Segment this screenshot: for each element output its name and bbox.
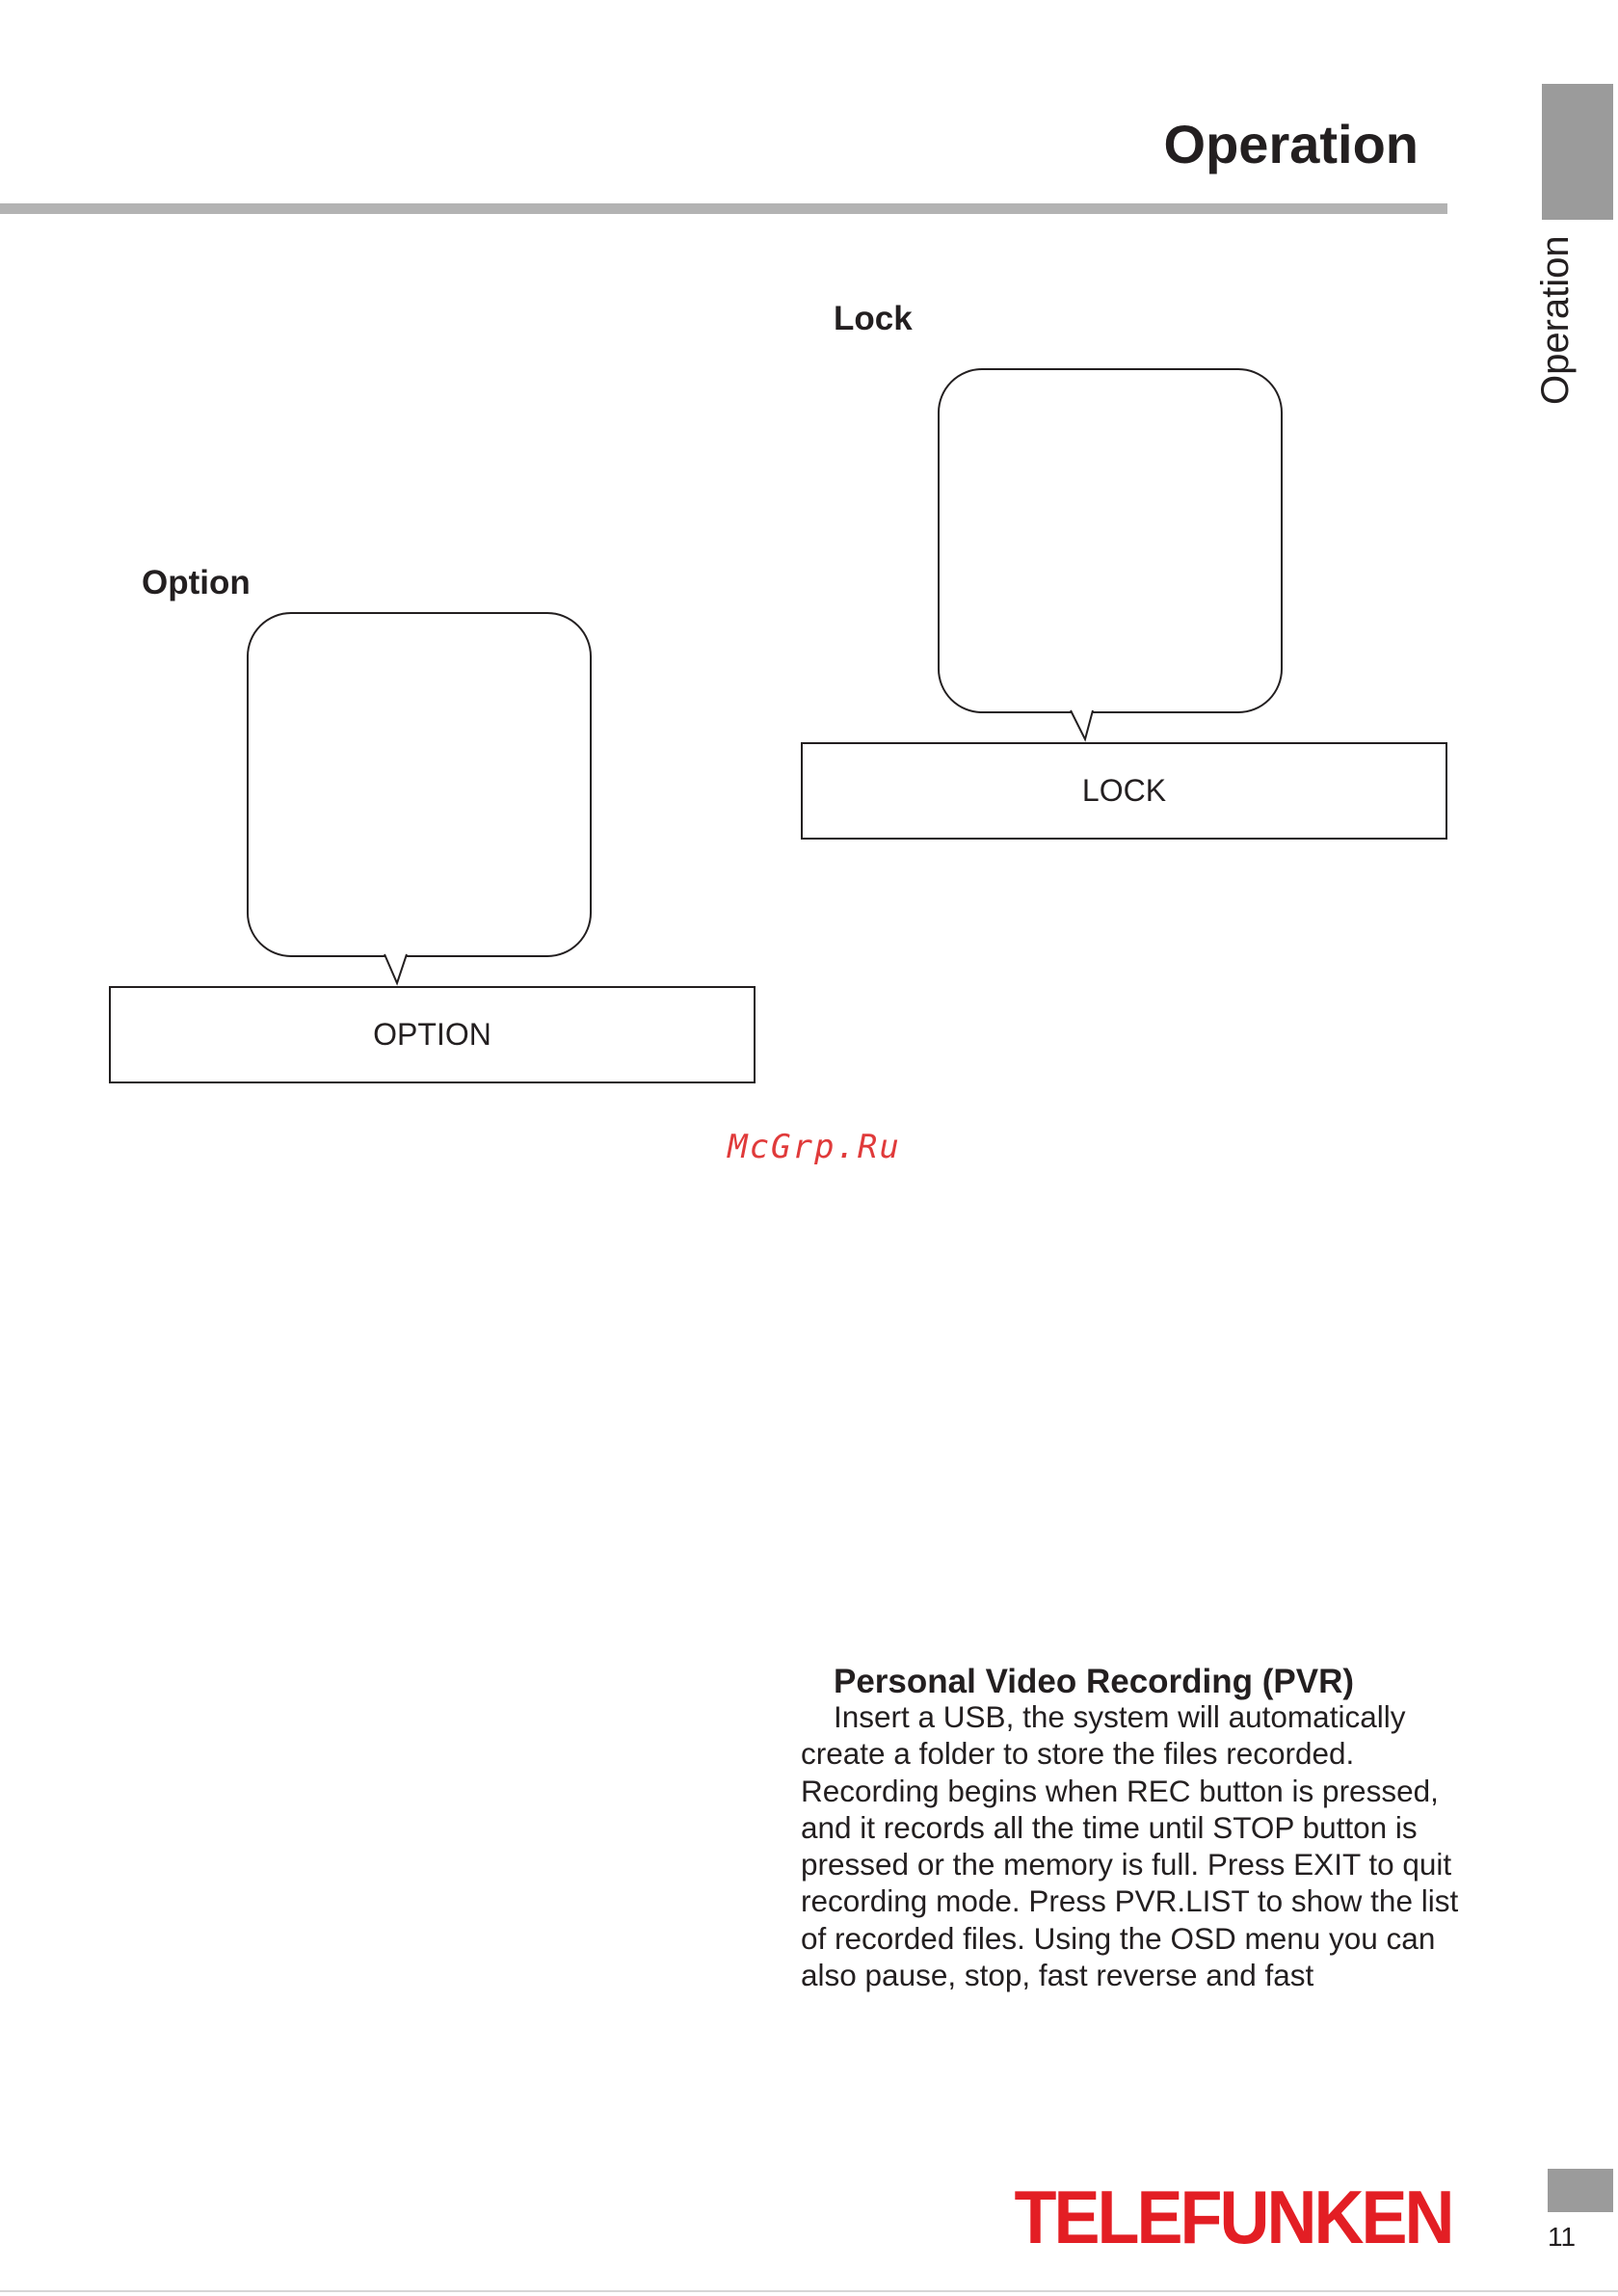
page-number: 11: [1548, 2222, 1577, 2252]
option-screen-bubble: [247, 612, 592, 957]
lock-screen-bubble: [938, 368, 1283, 713]
pvr-body-text: Insert a USB, the system will automatically create a folder to store the files recorded. Recording begins when REC button is pressed, and it records all the time until STOP button is pressed or the memory is full. Press EXIT to quit recording mode. Press PVR.LIST to show the list of recorded files. Using the OSD menu you can also pause, stop, fast reverse and fast: [801, 1699, 1459, 1993]
option-bubble-pointer: [384, 954, 422, 987]
side-tab-marker: [1542, 84, 1613, 220]
option-section-title: Option: [142, 564, 251, 601]
bottom-rule: [0, 2290, 1618, 2292]
lock-section-title: Lock: [834, 300, 913, 337]
lock-bubble-pointer: [1070, 710, 1108, 743]
lock-label-box: LOCK: [801, 742, 1447, 840]
option-label-box: OPTION: [109, 986, 756, 1083]
side-tab-label: Operation: [1534, 235, 1577, 405]
page-number-tab: [1548, 2169, 1613, 2212]
page-title: Operation: [1163, 114, 1419, 174]
header-rule: [0, 203, 1447, 214]
watermark: McGrp.Ru: [728, 1128, 901, 1166]
pvr-heading: Personal Video Recording (PVR): [834, 1663, 1355, 1700]
brand-logo: TELEFUNKEN: [1014, 2176, 1452, 2260]
